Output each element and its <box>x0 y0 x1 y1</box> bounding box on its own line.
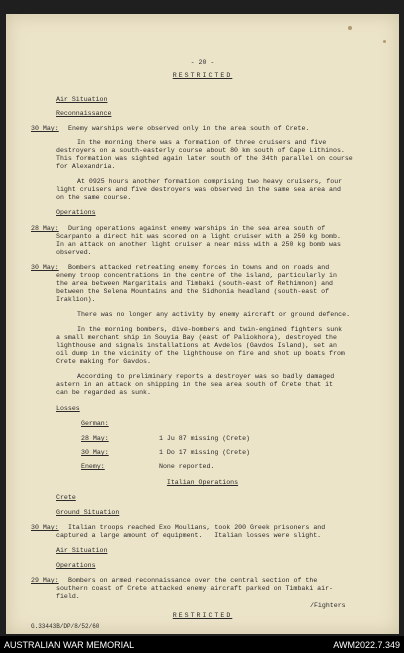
ops30-line: According to preliminary reports a destroyer was so badly damaged <box>77 373 335 380</box>
archive-footer <box>0 636 404 653</box>
ops30-line: lighthouse and signals installations at Avdelos (Gavdos Island), set an <box>56 342 337 349</box>
loss-value: 1 Do 17 missing (Crete) <box>159 449 251 456</box>
recon-line: for Alexandria. <box>56 163 116 170</box>
loss-date: Enemy: <box>81 463 105 470</box>
loss-date: 28 May: <box>81 435 109 442</box>
ops30-line: enemy troop concentrations in the centre of the island, particularly in <box>56 272 337 279</box>
heading-italian-operations: Italian Operations <box>166 479 239 486</box>
ops30-line: can be regarded as sunk. <box>56 389 151 396</box>
heading-german: German: <box>81 420 109 427</box>
loss-date: 30 May: <box>81 449 109 456</box>
file-reference: G.33443B/DP/8/52/60 <box>31 623 100 630</box>
heading-losses: Losses <box>56 405 80 412</box>
heading-crete: Crete <box>56 494 76 501</box>
italian-ops-line: Bombers on armed reconnaissance over the central section of the <box>68 577 318 584</box>
heading-operations-2: Operations <box>56 562 96 569</box>
ground-line: captured a large amount of equipment. Italian losses were slight. <box>56 532 322 539</box>
date-ops-28: 28 May: <box>31 225 59 232</box>
ops30-line: Crete making for Gavdos. <box>56 358 151 365</box>
ops30-line: There was no longer any activity by enemy aircraft or ground defence. <box>77 311 351 318</box>
ground-line: Italian troops reached Exo Moulians, took 200 Greek prisoners and <box>68 524 326 531</box>
ops30-line: the area between Margaritais and Timbaki (south-east of Rethimnon) and <box>56 280 333 287</box>
recon-line: At 0925 hours another formation comprising two heavy cruisers, four <box>77 178 343 185</box>
heading-air-situation-2: Air Situation <box>56 547 108 554</box>
recon-line: light cruisers and five destroyers was observed in the same sea area and <box>56 186 341 193</box>
ops28-line: Scarpanto a direct hit was scored on a light cruiser with a 250 kg bomb. <box>56 233 341 240</box>
paper-stain <box>383 40 386 43</box>
heading-air-situation: Air Situation <box>56 96 108 103</box>
paper-stain <box>348 26 352 30</box>
classification-top: RESTRICTED <box>172 72 233 79</box>
recon-line: In the morning there was a formation of three cruisers and five <box>77 139 327 146</box>
italian-ops-line: field. <box>56 593 80 600</box>
classification-bottom: RESTRICTED <box>172 612 233 619</box>
heading-ground-situation: Ground Situation <box>56 509 120 516</box>
page-number: - 20 - <box>190 59 215 66</box>
date-italian-ops: 29 May: <box>31 577 59 584</box>
recon-line: on the same course. <box>56 194 132 201</box>
ops30-line: In the morning bombers, dive-bombers and twin-engined fighters sunk <box>77 326 343 333</box>
loss-value: 1 Ju 87 missing (Crete) <box>159 435 251 442</box>
recon-line: destroyers on a south-easterly course about 80 km south of Cape Lithinos. <box>56 147 345 154</box>
italian-ops-line: southern coast of Crete attacked enemy aircraft parked on Timbaki air- <box>56 585 333 592</box>
date-recon: 30 May: <box>31 125 59 132</box>
ops28-line: observed. <box>56 249 92 256</box>
footer-institution: AUSTRALIAN WAR MEMORIAL <box>4 640 135 650</box>
heading-reconnaissance: Reconnaissance <box>56 110 112 117</box>
ops28-line: During operations against enemy warships in the sea area south of <box>68 225 326 232</box>
ops30-line: Bombers attacked retreating enemy forces in towns and on roads and <box>68 264 330 271</box>
ops30-line: astern in an attack on shipping in the sea area south of Crete that it <box>56 381 333 388</box>
ops30-line: Iraklion). <box>56 296 96 303</box>
ops30-line: oil dump in the vicinity of the lighthouse on fire and shot up boats from <box>56 350 345 357</box>
date-ground: 30 May: <box>31 524 59 531</box>
recon-line: Enemy warships were observed only in the area south of Crete. <box>68 125 310 132</box>
document-page <box>6 14 399 634</box>
continuation-marker: /Fighters <box>310 602 346 609</box>
loss-value: None reported. <box>159 463 215 470</box>
date-ops-30: 30 May: <box>31 264 59 271</box>
ops30-line: between the Selena Mountains and the Sidhonia headland (south-east of <box>56 288 330 295</box>
heading-operations: Operations <box>56 209 96 216</box>
ops28-line: In an attack on another light cruiser a near miss with a 250 kg bomb was <box>56 241 341 248</box>
footer-accession-number: AWM2022.7.349 <box>333 640 400 650</box>
ops30-line: a small merchant ship in Souyia Bay (east of Paliokhora), destroyed the <box>56 334 337 341</box>
recon-line: This formation was sighted again later south of the 34th parallel on course <box>56 155 353 162</box>
